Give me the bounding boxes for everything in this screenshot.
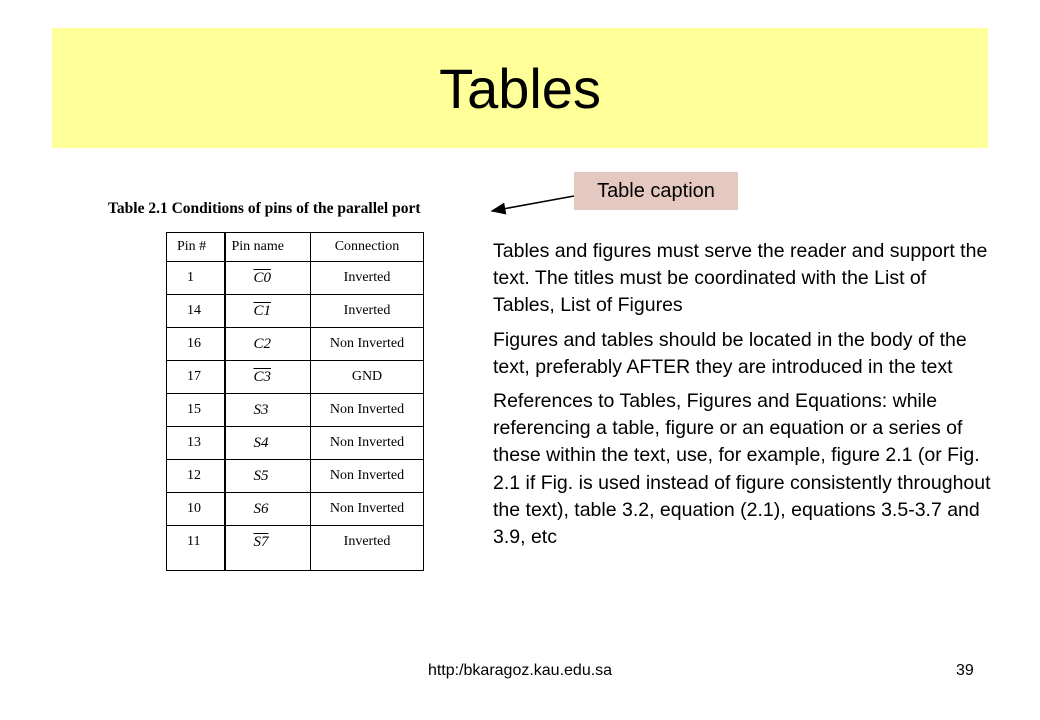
connection-cell: Non Inverted [311,493,424,526]
table-row [167,427,424,460]
pin-name-cell [225,295,311,328]
pin-number-cell: 16 [167,328,225,361]
paragraph-1: Tables and figures must serve the reader and support the text. The titles must be coordinated with the List of Tables, List of Figures [493,240,988,317]
pin-name: C1 [253,303,272,319]
pin-name: C2 [253,336,272,352]
table-row [167,493,424,526]
connection-cell: Inverted [311,526,424,571]
pins-table [166,232,424,571]
table-body [167,262,424,571]
table-row [167,394,424,427]
header-pin: Pin # [167,233,225,262]
connection-cell: Non Inverted [311,328,424,361]
pin-name-cell [225,394,311,427]
table-row [167,295,424,328]
header-pin-name: Pin name [225,233,311,262]
pin-number-cell: 10 [167,493,225,526]
body-text [493,238,993,558]
pin-name-cell [225,427,311,460]
table-caption: Table 2.1 Conditions of pins of the parallel port [108,200,421,217]
connection-cell: Non Inverted [311,460,424,493]
connection-cell: Non Inverted [311,394,424,427]
pin-name: S5 [253,468,269,484]
table-header-row [167,233,424,262]
pin-name-cell [225,361,311,394]
footer-url: http:/bkaragoz.kau.edu.sa [427,662,613,679]
slide-title: Tables [439,56,601,120]
connection-cell: Non Inverted [311,427,424,460]
page-number: 39 [956,662,974,679]
pin-name: S3 [253,402,269,418]
header-connection: Connection [311,233,424,262]
table-row [167,262,424,295]
pin-number-cell: 12 [167,460,225,493]
pin-name: S7 [253,534,269,550]
pin-name: S6 [253,501,269,517]
table-row [167,328,424,361]
pin-number-cell: 15 [167,394,225,427]
table-row [167,460,424,493]
table-row [167,526,424,571]
paragraph-3: References to Tables, Figures and Equations: while referencing a table, figure or an equation or a series of these within the text, use, for example, figure 2.1 (or Fig. 2.1 if Fig. is used instead of figure consistently throughout the text), table 3.2, equation (2.1), equations 3.5-3.7 and 3.9, etc [493,390,991,549]
connection-cell: GND [311,361,424,394]
pin-name-cell [225,328,311,361]
pin-number-cell: 11 [167,526,225,571]
pin-name: C0 [253,270,272,286]
table-row [167,361,424,394]
pin-name-cell [225,460,311,493]
paragraph-2: Figures and tables should be located in the body of the text, preferably AFTER they are introduced in the text [493,328,967,378]
pin-name-cell [225,526,311,571]
table-caption-callout: Table caption [574,172,738,210]
pin-name: S4 [253,435,269,451]
pin-number-cell: 1 [167,262,225,295]
pin-name: C3 [253,369,272,385]
pin-name-cell [225,262,311,295]
pin-number-cell: 13 [167,427,225,460]
pin-number-cell: 17 [167,361,225,394]
pin-name-cell [225,493,311,526]
pin-number-cell: 14 [167,295,225,328]
connection-cell: Inverted [311,262,424,295]
connection-cell: Inverted [311,295,424,328]
